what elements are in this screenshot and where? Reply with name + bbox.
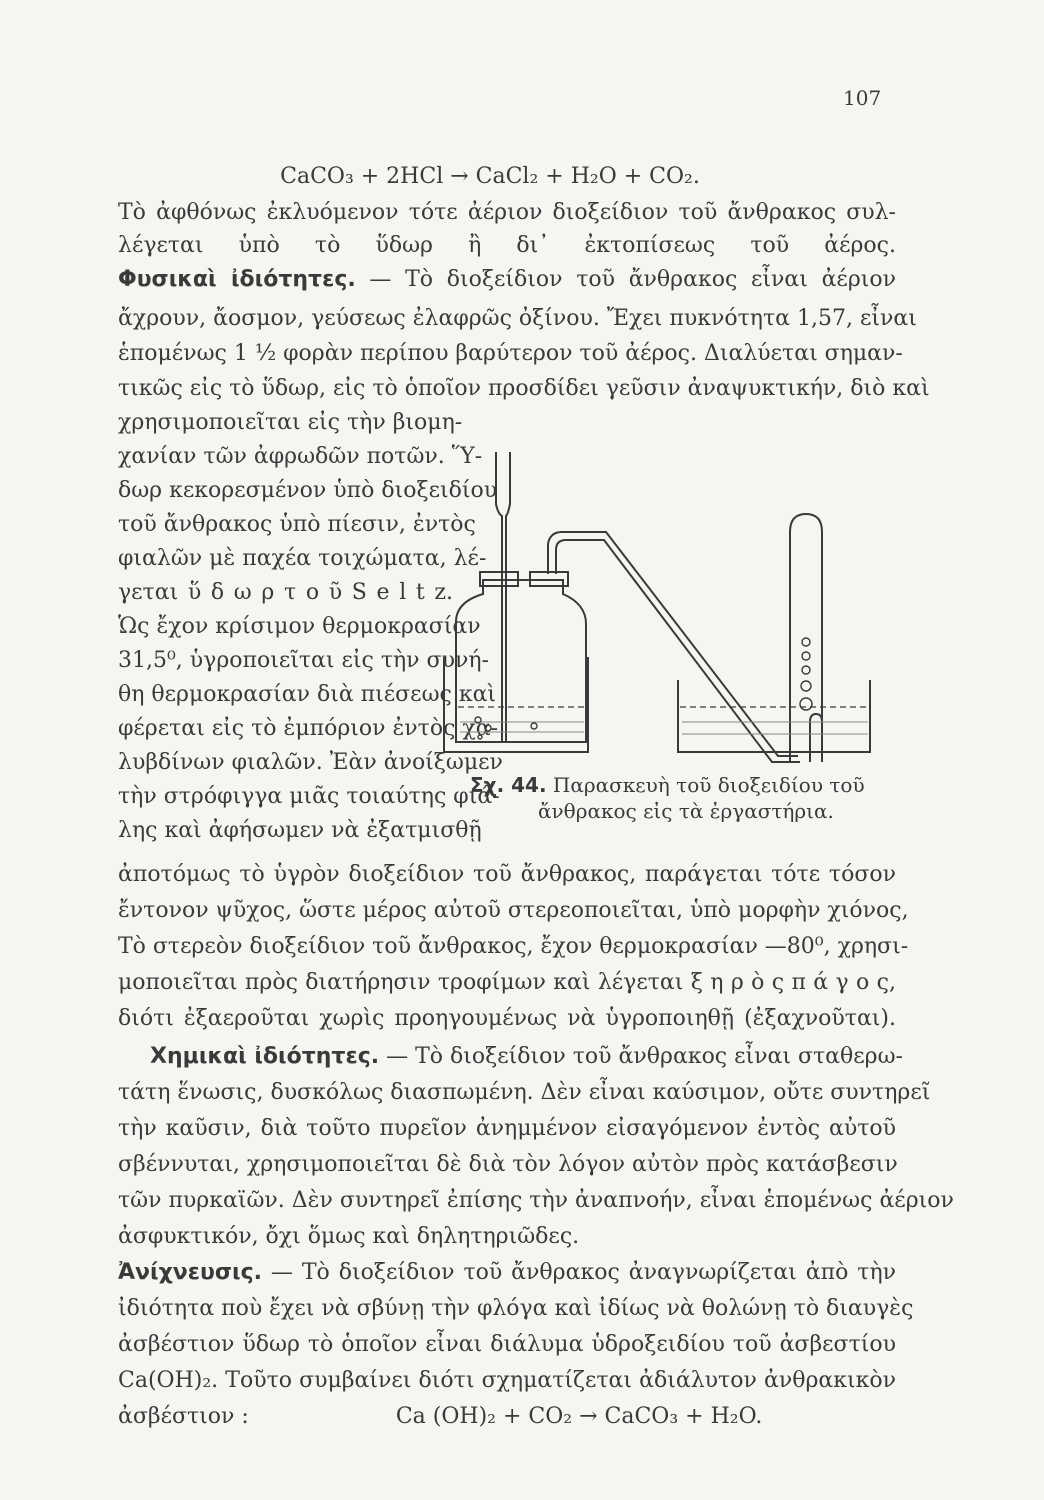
reaction-equation: CaCO₃ + 2HCl → CaCl₂ + H₂O + CO₂. [280, 164, 700, 189]
equation-line [118, 1402, 896, 1432]
physical-properties-line [118, 265, 896, 295]
text-line-short: Ὡς ἔχον κρίσιμον θερμοκρασίαν [118, 614, 481, 639]
text-line: Τὸ ἀφθόνως ἐκλυόμενον τότε ἀέριον διοξείδιον τοῦ ἄνθρακος συλ- [118, 200, 896, 225]
thistle-funnel [496, 452, 510, 742]
gas-bubble [802, 652, 810, 660]
text-span: — Τὸ διοξείδιον τοῦ ἄνθρακος εἶναι ἀέριον [355, 267, 896, 292]
text-line-short: γεται ὕ δ ω ρ τ ο ῦ S e l t z. [118, 580, 453, 605]
text-line: μοποιεῖται πρὸς διατήρησιν τροφίμων καὶ λέγεται ξ η ρ ὸ ς π ά γ ο ς, [118, 970, 896, 995]
text-line-short: θη θερμοκρασίαν διὰ πιέσεως καὶ [118, 682, 497, 707]
text-line-last: ἀσφυκτικόν, ὄχι ὅμως καὶ δηλητηριῶδες. [118, 1224, 580, 1249]
text-span: — Τὸ διοξείδιον τοῦ ἄνθρακος εἶναι σταθερω- [379, 1044, 903, 1069]
text-line-short: λυβδίνων φιαλῶν. Ἐὰν ἀνοίξωμεν [118, 750, 503, 775]
text-line: Ca(OH)₂. Τοῦτο συμβαίνει διότι σχηματίζεται ἀδιάλυτον ἀνθρακικὸν [118, 1368, 896, 1393]
text-line-short: φιαλῶν μὲ παχέα τοιχώματα, λέ- [118, 546, 487, 571]
text-line-short: φέρεται εἰς τὸ ἐμπόριον ἐντὸς χα- [118, 716, 499, 741]
text-line: τικῶς εἰς τὸ ὕδωρ, εἰς τὸ ὁποῖον προσδίδει γεῦσιν ἀναψυκτικήν, διὸ καὶ [118, 376, 930, 401]
text-span: ἀσβέστιον : [118, 1404, 249, 1429]
text-line: λέγεται ὑπὸ τὸ ὕδωρ ἢ δι᾿ ἐκτοπίσεως τοῦ ἀέρος. [118, 233, 896, 258]
detection-line [118, 1258, 896, 1288]
gas-bubble [802, 638, 810, 646]
text-line: Τὸ στερεὸν διοξείδιον τοῦ ἄνθρακος, ἔχον θερμοκρασίαν —80⁰, χρησι- [118, 934, 909, 959]
text-line: ἰδιότητα ποὺ ἔχει νὰ σβύνῃ τὴν φλόγα καὶ ἰδίως νὰ θολώνῃ τὸ διαυγὲς [118, 1296, 914, 1321]
section-heading-chemical: Χημικαὶ ἰδιότητες. [150, 1044, 380, 1069]
apparatus-figure [438, 452, 888, 782]
text-line: ἀποτόμως τὸ ὑγρὸν διοξείδιον τοῦ ἄνθρακος, παράγεται τότε τόσον [118, 862, 896, 887]
text-line: ἄχρουν, ἄοσμον, γεύσεως ἐλαφρῶς ὀξίνου. Ἔχει πυκνότητα 1,57, εἶναι [118, 306, 917, 331]
text-line-short: τὴν στρόφιγγα μιᾶς τοιαύτης φιά- [118, 784, 500, 809]
text-line: ἀσβέστιον ὕδωρ τὸ ὁποῖον εἶναι διάλυμα ὑδροξειδίου τοῦ ἀσβεστίου [118, 1332, 896, 1357]
text-line-short: χρησιμοποιεῖται εἰς τὴν βιομη- [118, 410, 463, 435]
caption-text: Παρασκευὴ τοῦ διοξειδίου τοῦ [552, 773, 865, 797]
text-line: ἔντονον ψῦχος, ὥστε μέρος αὐτοῦ στερεοποιεῖται, ὑπὸ μορφὴν χιόνος, [118, 898, 909, 923]
section-heading-physical: Φυσικαὶ ἰδιότητες. [118, 267, 356, 292]
text-line-short: τοῦ ἄνθρακος ὑπὸ πίεσιν, ἐντὸς [118, 512, 476, 537]
inner-tube [810, 714, 822, 762]
text-line-short: 31,5⁰, ὑγροποιεῖται εἰς τὴν συνή- [118, 648, 489, 673]
caption-text: ἄνθρακος εἰς τὰ ἐργαστήρια. [538, 799, 834, 823]
text-line: τὴν καῦσιν, διὰ τοῦτο πυρεῖον ἀνημμένον εἰσαγόμενον ἐντὸς αὐτοῦ [118, 1116, 896, 1141]
figure-caption [470, 772, 900, 824]
gas-bubble [800, 698, 812, 710]
text-span: — Τὸ διοξείδιον τοῦ ἄνθρακος ἀναγνωρίζεται ἀπὸ τὴν [261, 1260, 896, 1285]
text-line: τῶν πυρκαϊῶν. Δὲν συντηρεῖ ἐπίσης τὴν ἀναπνοήν, εἶναι ἑπομένως ἀέριον [118, 1188, 954, 1213]
text-line: τάτη ἕνωσις, δυσκόλως διασπωμένη. Δὲν εἶναι καύσιμον, οὔτε συντηρεῖ [118, 1080, 931, 1105]
text-line-short: χανίαν τῶν ἀφρωδῶν ποτῶν. Ὕ- [118, 444, 483, 469]
gas-bubble [478, 735, 482, 739]
text-line: σβέννυται, χρησιμοποιεῖται δὲ διὰ τὸν λόγον αὐτὸν πρὸς κατάσβεσιν [118, 1152, 898, 1177]
text-line-short: δωρ κεκορεσμένον ὑπὸ διοξειδίου [118, 478, 498, 503]
figure-label: Σχ. 44. [470, 773, 547, 797]
page-number: 107 [843, 86, 882, 110]
left-trough [444, 657, 588, 752]
text-line: διότι ἐξαεροῦται χωρὶς προηγουμένως νὰ ὑγροποιηθῇ (ἐξαχνοῦται). [118, 1006, 896, 1031]
gas-bubble [801, 681, 811, 691]
gas-bubble [802, 666, 810, 674]
chemical-properties-line [150, 1042, 903, 1072]
gas-bubble [485, 725, 491, 731]
text-line-short: λης καὶ ἀφήσωμεν νὰ ἐξατμισθῇ [118, 818, 482, 843]
right-trough [678, 680, 870, 752]
section-heading-detection: Ἀνίχνευσις. [118, 1260, 262, 1285]
gas-bubble [531, 723, 537, 729]
reaction-equation: Ca (OH)₂ + CO₂ → CaCO₃ + H₂O. [395, 1404, 763, 1429]
text-line: ἑπομένως 1 ½ φορὰν περίπου βαρύτερον τοῦ ἀέρος. Διαλύεται σημαν- [118, 341, 903, 366]
